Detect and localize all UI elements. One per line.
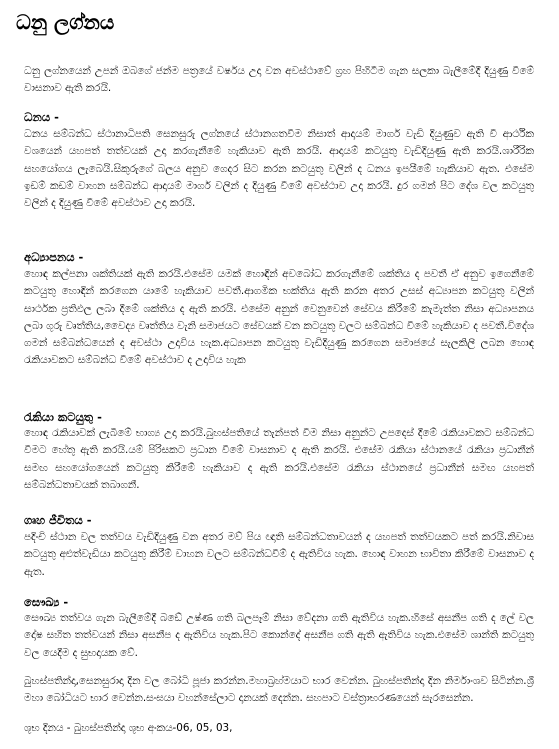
section-body-career: හොඳ රැකියාවක් ලැබීමේ භාග්‍ය උදා කරයි.බුහස්පතියේ තැන්පත් වීම නිසා අනුන්ට උපදෙස් දීමේ රැකියාවකට සම්බන්ධ වීමට හේතු ඇති කරයි.යම් පිරිසකට ප්‍රධාන වීමේ වාසනාව ද ඇති කරයි. එසේම රැකියා ස්ථානයේ රැකියා ප්‍රධානීන් සමඟ සහයෝගයෙන් කටයුතු කිරීමේ හැකියාව ද ඇති කරයි.එසේම රැකියා ස්ථානයේ ප්‍රධානීන් සමඟ යහපත් සම්බන්ධතාවයක් තබාගනී. [24,427,534,491]
section-heading-education: අධ්‍යාපනය - [24,250,84,264]
section-heading-health: සෞඛ්‍ය - [24,595,69,609]
section-body-wealth: ධනය සම්බන්ධ ස්ථානාධිපති සෙනසුරු ලග්නයේ ස්ථානගතවීම නිසාත් ආදායම් මාර්ග වැඩි දියුණුව ඇති වී ආර්ථික වශයෙන් යහපත් තත්වයක් උදා කරගැනීමේ හැකියාව ඇති කරයි. ආදායම් කටයුතු වැඩිදියුණු ඇති කරයි.ශාරීරික සහයෝගය ලැබෙයි.සිකුරුගේ බලය අනුව ගෙදර සිට කරන කටයුතු වලින් ද ධනය ඉපයීමේ හැකියාව ඇත. එසේම ඉඩම් කඩම් වාහන සම්බන්ධ ආදායම් මාර්ග වලින් ද දියුණු වීමේ අවස්ථාව උදා කරයි. දුර ගමන් පිට දේශ වල කටයුතු වලින් ද දියුණු වීමේ අවස්ථාව උදා කරයි. [24,128,534,210]
section-heading-career: රැකියා කටයුතු - [24,410,102,424]
section-body-education: හොඳ කල්පනා ශක්තියක් ඇති කරයි.එසේම යමක් හොඳින් අවබෝධ කරගැනීමේ ශක්තිය ද පවතී ඒ අනුව ඉගෙනීමේ කටයුතු හොඳින් කරගෙන යාමේ හැකියාව පවතී.ආගමික භක්තිය ඇති කරන අතර උසස් අධ්‍යාපන කටයුතු වලින් සාර්ථක ප්‍රතිඵල ලබා දීමේ ශක්තිය ද ඇති කරයි. එසේම අනුන් වෙනුවෙන් සේවය කිරීමේ කැමැත්ත නිසා අධ්‍යාපනය ලබා ගුරු වෘත්තිය,වෛද්‍ය වෘත්තිය වැනි සමාජයට සේවයක් වන කටයුතු වලට සම්බන්ධ වීමේ හැකියාව ද පවතී.විදේශ ගමන් සම්බන්ධයෙන් ද අවස්ථා උදාවිය හැක.අධ්‍යාපන කටයුතු වැඩිදියුණු කරගෙන සමාජයේ සැලකිලි ලබන හොඳ රැකියාවකට සම්බන්ධ වීමේ අවස්ථාව ද උදාවිය හැක [24,268,534,367]
section-body-health: සෞඛ්‍ය තත්වය ගැන බැලීමේදී බඩේ උෂ්ණ ගති බලපෑම් නිසා වේදනා ගති ඇතිවිය හැක.හිසේ අසනීප ගති ද ලේ වල දෝෂ සහිත තත්වයන් නිසා අසනීප ද ඇතිවිය හැක.පිට කොන්දේ අසනීප ගති ඇති ඇතිවිය හැක.එසේම ශාන්ති කටයුතු වල යෙදීම ද සුභදායක වේ. [24,612,534,659]
section-heading-wealth: ධනය - [24,110,59,124]
page-title: ධනු ලග්නය [16,10,115,34]
intro-paragraph: ධනු ලග්නයෙන් උපන් ඔබගේ ජන්ම පත්‍රයේ වර්ෂය උදා වන අවස්ථාවේ ග්‍රහ පිහිටීම ගැන සලකා බැලීමේදී දියුණු වීමේ වාසනාව ඇති කරයි. [24,65,534,95]
section-heading-home-life: ගෘහ ජීවිතය - [24,513,92,527]
remedy-paragraph: බුහස්පතින්දා,සෙනසුරාදා දින වල බෝධි පූජා කරන්න.මහාබ්‍රහ්මයාට භාර වෙන්න. බුහස්පතින්දා දින නිර්මාංශව සිටින්න.ශ්‍රී මහා බෝධියට භාර වෙන්න.සංඝයා වහන්සේලාට දානයක් දෙන්න. සහපාට වස්ත්‍රාභරණයෙන් සැරසෙන්න. [24,675,534,704]
lucky-day-number-line: ශුභ දිනය - බුහස්පතින්දා ශුභ අංකය-06, 05, 03, [24,722,233,734]
section-body-home-life: පදිංචි ස්ථාන වල තත්වය වැඩිදියුණු වන අතර මව් පිය ඥාති සම්බන්ධතාවයන් ද යහපත් තත්වයකට පත් කරයි.නිවාස කටයුතු අළුත්වැඩියා කටයුතු කිරීම් වාහන වලට සම්බන්ධවීම් ද ඇතිවිය හැක. හොඳ වාහන භාවිතා කිරීමේ වාසනාව ද ඇත. [24,531,534,578]
